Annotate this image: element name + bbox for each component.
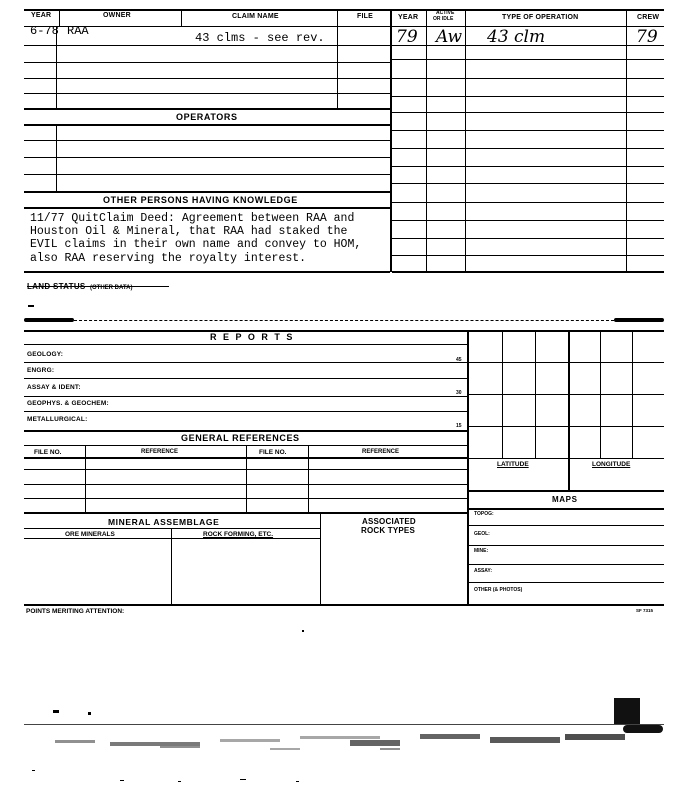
row1-type-of-operation: 43 clm (487, 27, 546, 47)
row1-owner: RAA (67, 24, 89, 38)
rock-forming-label: ROCK FORMING, ETC. (203, 531, 274, 538)
maps-heading: MAPS (552, 495, 578, 504)
mineral-assemblage-heading: MINERAL ASSEMBLAGE (108, 517, 220, 527)
header-year-2: YEAR (398, 14, 419, 21)
associated-label: ASSOCIATED (362, 517, 416, 526)
ore-minerals-label: ORE MINERALS (65, 531, 115, 538)
row1-year-2: 79 (396, 27, 418, 47)
scan-block (614, 698, 640, 724)
rock-types-label: ROCK TYPES (361, 526, 416, 535)
header-year: YEAR (31, 12, 52, 19)
header-active: ACTIVE (436, 10, 455, 16)
reports-heading: R E P O R T S (210, 332, 295, 342)
reports-geophys: GEOPHYS. & GEOCHEM: (27, 400, 109, 407)
other-persons-line-3: EVIL claims in their own name and convey to HOM, (30, 238, 362, 251)
longitude-label: LONGITUDE (592, 461, 631, 468)
general-references-heading: GENERAL REFERENCES (181, 433, 300, 443)
header-type-of-operation: TYPE OF OPERATION (502, 14, 579, 21)
header-owner: OWNER (103, 12, 131, 19)
maps-assay: ASSAY: (474, 568, 493, 574)
row1-crew: 79 (636, 27, 658, 47)
header-claim-name: CLAIM NAME (232, 13, 279, 20)
operators-heading: OPERATORS (176, 112, 238, 122)
maps-mine: MINE: (474, 548, 489, 554)
reports-geology-num: 45 (456, 357, 462, 363)
reports-engrg: ENGRG: (27, 367, 55, 374)
ref-col-file-no-2: FILE NO. (259, 449, 287, 456)
maps-geol: GEOL: (474, 531, 490, 537)
other-persons-line-2: Houston Oil & Mineral, that RAA had staked the (30, 225, 348, 238)
other-persons-line-1: 11/77 QuitClaim Deed: Agreement between RAA and (30, 212, 355, 225)
reports-metallurgical-num: 15 (456, 423, 462, 429)
separator-right-bar (614, 318, 664, 322)
latitude-label: LATITUDE (497, 461, 529, 468)
land-status-sub: (OTHER DATA) (90, 285, 133, 291)
row1-active-or-idle: Aw (436, 27, 463, 47)
maps-topog: TOPOG: (474, 511, 494, 517)
header-or-idle: OR IDLE (433, 16, 454, 22)
reports-assay: ASSAY & IDENT: (27, 384, 81, 391)
land-status-label: LAND STATUS (27, 282, 86, 291)
maps-other: OTHER (& PHOTOS) (474, 587, 523, 593)
row1-year: 6-78 (30, 24, 59, 38)
reports-metallurgical: METALLURGICAL: (27, 416, 88, 423)
other-persons-line-4: also RAA reserving the royalty interest. (30, 252, 307, 265)
other-persons-heading: OTHER PERSONS HAVING KNOWLEDGE (103, 195, 298, 205)
ref-col-reference-2: REFERENCE (362, 449, 400, 455)
ref-col-file-no-1: FILE NO. (34, 449, 62, 456)
land-status (27, 276, 132, 294)
separator-left-bar (24, 318, 74, 322)
header-file: FILE (357, 13, 373, 20)
points-meriting-attention: POINTS MERITING ATTENTION: (26, 608, 125, 615)
form-number: SF 7315 (636, 608, 654, 613)
scan-noise (40, 728, 670, 758)
row1-claim-name: 43 clms - see rev. (195, 31, 325, 45)
ref-col-reference-1: REFERENCE (141, 449, 179, 455)
reports-assay-num: 30 (456, 390, 462, 396)
reports-geology: GEOLOGY: (27, 351, 64, 358)
header-crew: CREW (637, 14, 660, 21)
